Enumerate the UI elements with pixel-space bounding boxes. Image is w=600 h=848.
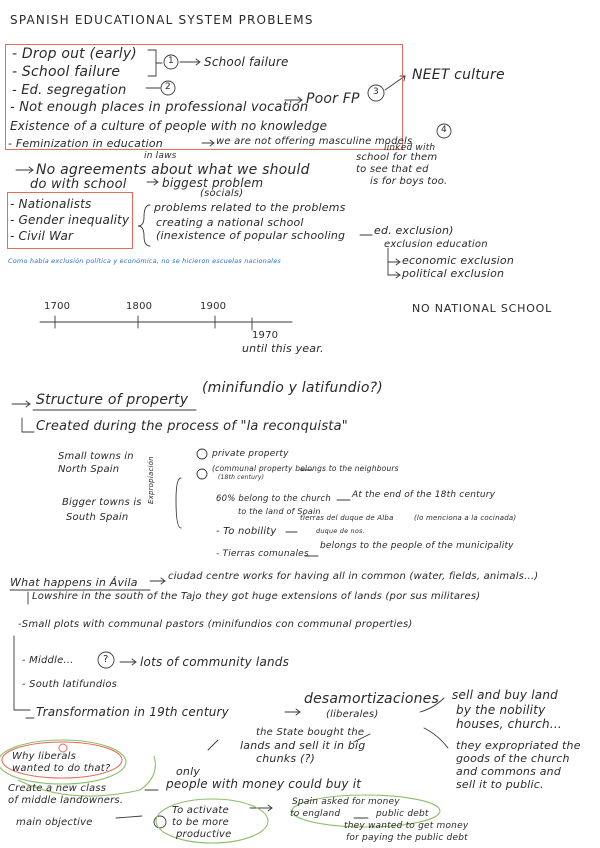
problem-not-enough-places: - Not enough places in professional vocation <box>10 100 309 115</box>
cause-nationalists: - Nationalists <box>10 197 92 211</box>
expropriated-3: and commons and <box>456 765 562 778</box>
to-activate-2: to be more <box>172 817 230 828</box>
no-national-school: NO NATIONAL SCHOOL <box>412 302 553 315</box>
tierras-duque-2: (lo menciona a la cocinada) <box>414 514 517 522</box>
end-18th-century: At the end of the 18th century <box>352 490 496 500</box>
school-failure-result: School failure <box>204 55 289 69</box>
bigger-towns-1: Bigger towns is <box>62 497 142 508</box>
state-bought-1: the State bought the <box>256 727 365 738</box>
until-this-year: until this year. <box>242 342 324 355</box>
wanted-money-1: they wanted to get money <box>344 821 469 831</box>
created-reconquista: Created during the process of "la reconquista" <box>36 419 348 434</box>
related-line-2: creating a national school <box>156 216 304 229</box>
to-activate-3: productive <box>176 829 232 840</box>
why-liberals-2: wanted to do that? <box>12 763 111 774</box>
expropriated-4: sell it to public. <box>456 778 544 791</box>
tick-1800: 1800 <box>126 301 153 312</box>
tick-1700: 1700 <box>44 301 71 312</box>
bigger-towns-2: South Spain <box>66 512 129 523</box>
avila-lowshire: Lowshire in the south of the Tajo they got huge extensions of lands (por sus militares) <box>32 591 481 602</box>
problem-school-failure: - School failure <box>12 64 121 80</box>
tick-1970: 1970 <box>252 330 279 341</box>
related-line-3: (inexistence of popular schooling <box>156 229 346 242</box>
expropriated-2: goods of the church <box>456 752 570 765</box>
small-towns-2: North Spain <box>58 464 120 475</box>
problem-feminization: - Feminization in education <box>8 137 163 150</box>
cause-civil-war: - Civil War <box>10 229 74 243</box>
tierras-comunales: - Tierras comunales <box>216 549 309 559</box>
do-with-school: do with school <box>30 177 127 192</box>
tick-1900: 1900 <box>200 301 227 312</box>
page-title: SPANISH EDUCATIONAL SYSTEM PROBLEMS <box>10 13 314 27</box>
exclusion-education: exclusion education <box>384 239 488 250</box>
no-agreements: No agreements about what we should <box>36 162 310 178</box>
lots-of-community-lands: lots of community lands <box>140 655 290 669</box>
belongs-to-people: belongs to the people of the municipality <box>320 541 514 551</box>
biggest-problem: biggest problem <box>162 176 264 190</box>
tierras-duque-3: duque de nos. <box>316 527 365 535</box>
wanted-money-2: for paying the public debt <box>346 833 468 843</box>
state-bought-2: lands and sell it in big <box>240 739 366 752</box>
spain-asked-2: to england <box>290 809 341 819</box>
middle: - Middle... <box>22 655 74 666</box>
small-plots: -Small plots with communal pastors (minifundios con communal properties) <box>18 619 413 630</box>
south-latifundios: - South latifundios <box>22 679 118 690</box>
create-new-class-1: Create a new class <box>8 783 107 794</box>
avila-ciudad: ciudad centre works for having all in common (water, fields, animals...) <box>168 571 539 582</box>
desamortizaciones: desamortizaciones <box>304 691 439 707</box>
ed-exclusion: ed. exclusion) <box>374 224 454 237</box>
to-nobility: - To nobility <box>216 526 277 537</box>
transformation-heading: Transformation in 19th century <box>36 705 229 719</box>
state-bought-3: chunks (?) <box>256 752 315 765</box>
economic-exclusion: economic exclusion <box>402 254 515 267</box>
political-exclusion: political exclusion <box>402 267 505 280</box>
is-for-boys: is for boys too. <box>370 176 448 187</box>
communal-property: (communal property belongs to the neighbours <box>212 464 399 473</box>
main-objective: main objective <box>16 817 93 828</box>
cause-gender-inequality: - Gender inequality <box>10 213 130 227</box>
not-offering-models: we are not offering masculine models <box>216 136 413 147</box>
spain-asked-1: Spain asked for money <box>292 797 400 807</box>
public-debt: public debt <box>376 809 429 819</box>
create-new-class-2: of middle landowners. <box>8 795 124 806</box>
sell-buy-1: sell and buy land <box>452 688 558 702</box>
avila-heading: What happens in Ávila <box>10 576 138 589</box>
blue-note: Como había exclusión política y económica, no se hicieron escuelas nacionales <box>8 257 281 265</box>
small-towns-1: Small towns in <box>58 451 134 462</box>
in-laws: in laws <box>144 151 177 161</box>
to-activate-1: To activate <box>172 805 229 816</box>
to-see-that: to see that ed <box>356 164 429 175</box>
circle-number-4: 4 <box>441 125 447 135</box>
people-with-money: people with money could buy it <box>166 777 362 791</box>
problem-existence-culture: Existence of a culture of people with no knowledge <box>10 119 328 133</box>
socials: (socials) <box>200 188 244 199</box>
problem-drop-out: - Drop out (early) <box>12 46 137 62</box>
property-heading-paren: (minifundio y latifundio?) <box>202 380 383 396</box>
expropriated-1: they expropriated the <box>456 739 581 752</box>
why-liberals-1: Why liberals <box>12 751 77 762</box>
sell-buy-2: by the nobility <box>456 703 546 717</box>
school-for-them: school for them <box>356 152 438 163</box>
problem-ed-segregation: - Ed. segregation <box>12 83 127 98</box>
tierras-duque-1: tierras del duque de Alba <box>300 514 394 522</box>
side-label: Expropiación <box>147 456 155 504</box>
linked-with: linked with <box>384 143 436 153</box>
related-line-1: problems related to the problems <box>154 201 346 214</box>
liberales: (liberales) <box>326 709 379 720</box>
circle-number-1: 1 <box>168 56 174 66</box>
land-of-spain: to the land of Spain <box>238 507 321 516</box>
sixty-percent: 60% belong to the church <box>216 494 331 504</box>
neet-culture: NEET culture <box>412 67 505 83</box>
only: only <box>176 765 201 778</box>
sell-buy-3: houses, church... <box>456 717 562 731</box>
eighteenth-century: (18th century) <box>218 474 265 481</box>
circle-number-3: 3 <box>373 87 379 97</box>
question-circle: ? <box>103 654 109 665</box>
private-property: private property <box>212 449 289 459</box>
circle-number-2: 2 <box>165 82 171 92</box>
property-heading: Structure of property <box>36 392 189 408</box>
poor-fp: Poor FP <box>306 91 360 107</box>
